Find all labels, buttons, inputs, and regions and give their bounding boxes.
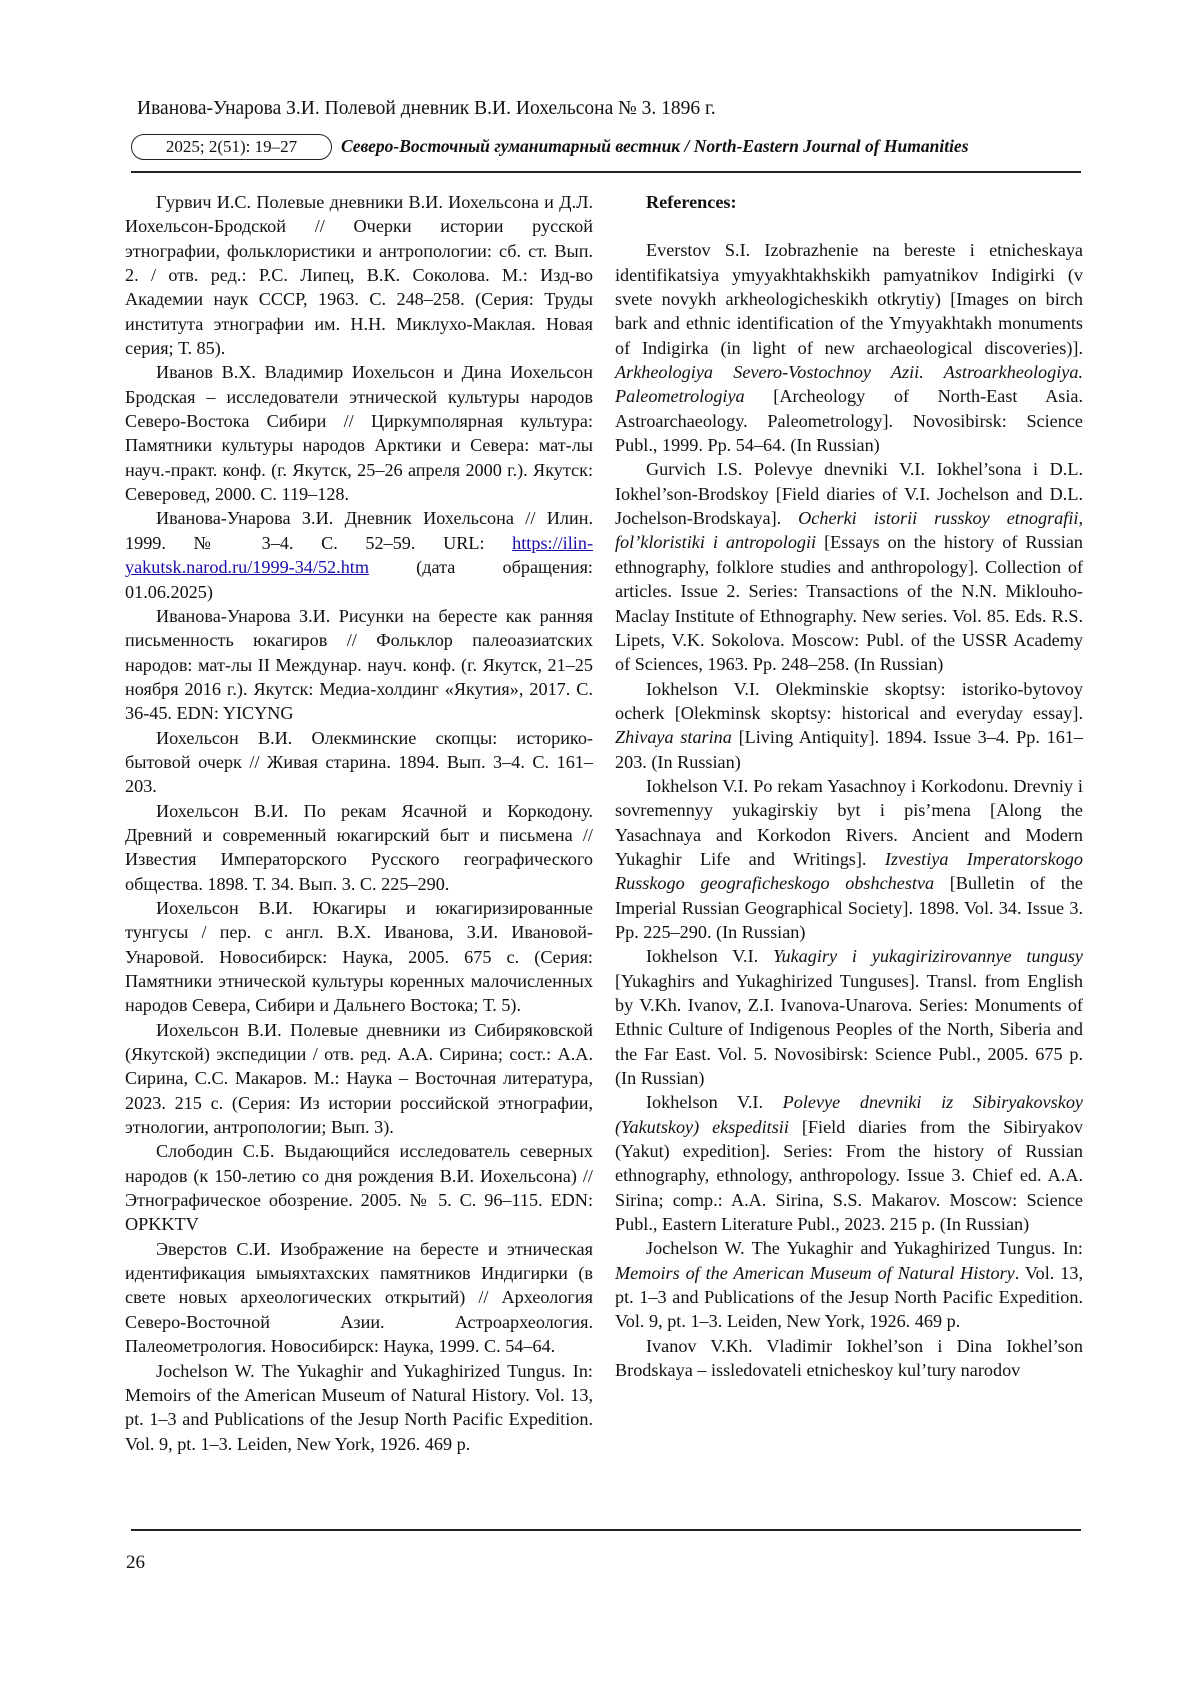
reference-text: [Living Antiquity]. 1894. Issue 3–4. Pp. 161–203. (In Russian) xyxy=(615,727,1083,772)
reference-item xyxy=(615,1236,1083,1333)
journal-header xyxy=(131,133,1081,163)
reference-text: . Vol. 13, pt. 1–3 and Publications of the Jesup North Pacific Expedition. Vol. 9, pt. 1–3. Leiden, New York, 1926. 469 p. xyxy=(615,1262,1083,1332)
reference-item: Иохельсон В.И. Олекминские скопцы: историко-бытовой очерк // Живая старина. 1894. Вып. 3–4. С. 161–203. xyxy=(125,727,593,797)
reference-item xyxy=(615,238,1083,457)
page-number: 26 xyxy=(126,1552,145,1573)
reference-item xyxy=(615,457,1083,676)
reference-item xyxy=(615,1090,1083,1236)
reference-text: [Field diaries from the Sibiryakov (Yakut) expedition]. Series: From the history of Russian ethnography, ethnology, anthropology. Issue 3. Chief ed. A.A. Sirina; comp.: A.A. Sirina, S.S. Makarov. Moscow: Science Publ., Eastern Literature Publ., 2023. 215 p. (In Russian) xyxy=(615,1116,1083,1235)
reference-item xyxy=(615,944,1083,1090)
reference-item: Гурвич И.С. Полевые дневники В.И. Иохельсона и Д.Л. Иохельсон-Бродской // Очерки истории русской этнографии, фольклористики и антропологии: сб. ст. Вып. 2. / отв. ред.: Р.С. Липец, В.К. Соколова. М.: Изд-во Академии наук СССР, 1963. С. 248–258. (Серия: Труды института этнографии им. Н.Н. Миклухо-Маклая. Новая серия; Т. 85). xyxy=(125,192,593,359)
reference-item: Иохельсон В.И. По рекам Ясачной и Коркодону. Древний и современный юкагирский быт и письмена // Известия Императорского Русского географического общества. 1898. Т. 34. Вып. 3. С. 225–290. xyxy=(125,800,593,894)
reference-item: Эверстов С.И. Изображение на бересте и этническая идентификация ымыяхтахских памятников Индигирки (в свете новых археологических открытий) // Археология Северо-Восточной Азии. Астроархеология. Палеометрология. Новосибирск: Наука, 1999. С. 54–64. xyxy=(125,1238,593,1357)
reference-url-link[interactable]: https://ilin-yakutsk.narod.ru/1999-34/52.htm xyxy=(125,532,593,578)
issue-badge: 2025; 2(51): 19–27 xyxy=(131,134,332,160)
reference-item: Ivanov V.Kh. Vladimir Iokhel’son i Dina Iokhel’son Brodskaya – issledovateli etnicheskoy kul’tury narodov xyxy=(615,1335,1083,1381)
reference-item xyxy=(615,677,1083,774)
reference-text: Iokhelson V.I. Po rekam Yasachnoy i Korkodonu. Drevniy i sovremennyy yukagirskiy byt i pis’mena [Along the Yasachnaya and Korkodon Rivers. Ancient and Modern Yukaghir Life and Writings]. xyxy=(615,775,1083,869)
references-english-column xyxy=(615,190,1083,1383)
reference-item: Иохельсон В.И. Юкагиры и юкагиризированные тунгусы / пер. с англ. В.Х. Иванова, З.И. Ивановой-Унаровой. Новосибирск: Наука, 2005. 675 с. (Серия: Памятники этнической культуры коренных малочисленных народов Севера, Сибири и Дальнего Востока; Т. 5). xyxy=(125,897,593,1016)
reference-text: [Yukaghirs and Yukaghirized Tunguses]. Transl. from English by V.Kh. Ivanov, Z.I. Ivanova-Unarova. Series: Monuments of Ethnic Culture of Indigenous Peoples of the North, Siberia and the Far East. Vol. 5. Novosibirsk: Science Publ., 2005. 675 p. (In Russian) xyxy=(615,970,1083,1089)
reference-text: (дата обращения: 01.06.2025) xyxy=(125,557,593,602)
reference-text: Gurvich I.S. Polevye dnevniki V.I. Iokhel’sona i D.L. Iokhel’son-Brodskoy [Field diaries of V.I. Jochelson and D.L. Jochelson-Brodskaya]. xyxy=(615,459,1083,529)
reference-text: Jochelson W. The Yukaghir and Yukaghirized Tungus. In: xyxy=(646,1238,1083,1259)
reference-source-title: Izvestiya Imperatorskogo Russkogo geograficheskogo obshchestva xyxy=(615,848,1083,894)
reference-text: Everstov S.I. Izobrazhenie na bereste i etnicheskaya identifikatsiya ymyyakhtakhskikh pamyatnikov Indigirki (v svete novykh arkheologicheskikh otkrytiy) [Images on birch bark and ethnic identification of the Ymyyakhtakh monuments of Indigirka (in light of new archaeological discoveries)]. xyxy=(615,240,1083,358)
reference-source-title: Yukagiry i yukagirizirovannye tungusy xyxy=(773,946,1084,967)
reference-item: Иохельсон В.И. Полевые дневники из Сибиряковской (Якутской) экспедиции / отв. ред. А.А. Сирина; сост.: А.А. Сирина, С.С. Макаров. М.: Наука – Восточная литература, 2023. 215 с. (Серия: Из истории российской этнографии, этнологии, антропологии; Вып. 3). xyxy=(125,1019,593,1138)
reference-text: [Archeology of North-East Asia. Astroarchaeology. Paleometrology]. Novosibirsk: Science Publ., 1999. Pp. 54–64. (In Russian) xyxy=(615,386,1083,456)
reference-text: [Essays on the history of Russian ethnography, folklore studies and anthropology]. Collection of articles. Issue 2. Series: Transactions of the N.N. Miklouho-Maclay Institute of Ethnography. New series. Vol. 85. Eds. R.S. Lipets, V.K. Sokolova. Moscow: Publ. of the USSR Academy of Sciences, 1963. Pp. 248–258. (In Russian) xyxy=(615,532,1083,675)
reference-item xyxy=(615,774,1083,944)
reference-item: Слободин С.Б. Выдающийся исследователь северных народов (к 150-летию со дня рождения В.И. Иохельсона) // Этнографическое обозрение. 2005. № 5. С. 96–115. EDN: OPKKTV xyxy=(125,1141,593,1235)
reference-source-title: Zhivaya starina xyxy=(615,727,732,748)
reference-text: Iokhelson V.I. Olekminskie skoptsy: istoriko-bytovoy ocherk [Olekminsk skoptsy: historical and everyday essay]. xyxy=(615,678,1083,723)
footer-divider xyxy=(131,1529,1081,1531)
reference-text: Iokhelson V.I. xyxy=(646,946,774,967)
running-title: Иванова-Унарова З.И. Полевой дневник В.И. Иохельсона № 3. 1896 г. xyxy=(137,98,716,119)
reference-source-title: Ocherki istorii russkoy etnografii, fol’kloristiki i antropologii xyxy=(615,508,1083,553)
references-heading: References: xyxy=(646,192,737,212)
reference-source-title: Arkheologiya Severo-Vostochnoy Azii. Astroarkheologiya. Paleometrologiya xyxy=(615,362,1083,407)
reference-text: Iokhelson V.I. xyxy=(646,1092,783,1113)
reference-source-title: Polevye dnevniki iz Sibiryakovskoy (Yakutskoy) ekspeditsii xyxy=(615,1092,1083,1137)
references-russian-column xyxy=(125,190,593,1456)
reference-text: [Bulletin of the Imperial Russian Geographical Society]. 1898. Vol. 34. Issue 3. Pp. 225–290. (In Russian) xyxy=(615,873,1083,942)
journal-name: Северо-Восточный гуманитарный вестник / North-Eastern Journal of Humanities xyxy=(341,136,969,156)
header-divider xyxy=(131,171,1081,173)
reference-text: Иванова-Унарова З.И. Дневник Иохельсона // Илин. 1999. № 3–4. С. 52–59. URL: xyxy=(125,508,593,553)
reference-item: Иванова-Унарова З.И. Рисунки на бересте как ранняя письменность юкагиров // Фольклор палеоазиатских народов: мат-лы II Междунар. науч. конф. (г. Якутск, 21–25 ноября 2016 г.). Якутск: Медиа-холдинг «Якутия», 2017. С. 36-45. EDN: YICYNG xyxy=(125,605,593,724)
reference-item: Иванов В.Х. Владимир Иохельсон и Дина Иохельсон Бродская – исследователи этнической культуры народов Северо-Востока Сибири // Циркумполярная культура: Памятники культуры народов Арктики и Севера: мат-лы науч.-практ. конф. (г. Якутск, 25–26 апреля 2000 г.). Якутск: Северовед, 2000. С. 119–128. xyxy=(125,362,593,505)
reference-item xyxy=(125,506,593,603)
reference-source-title: Memoirs of the American Museum of Natural History xyxy=(615,1262,1015,1283)
reference-item: Jochelson W. The Yukaghir and Yukaghirized Tungus. In: Memoirs of the American Museum of Natural History. Vol. 13, pt. 1–3 and Publications of the Jesup North Pacific Expedition. Vol. 9, pt. 1–3. Leiden, New York, 1926. 469 p. xyxy=(125,1360,593,1454)
